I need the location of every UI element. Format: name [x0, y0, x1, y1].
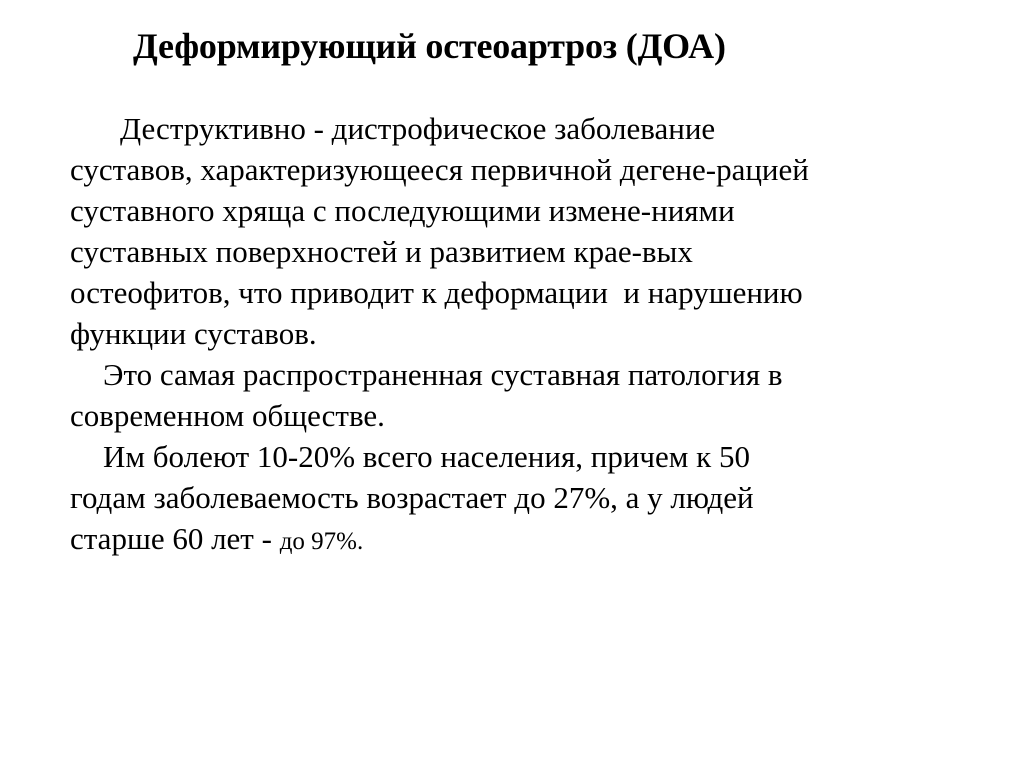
paragraph-1-line-3: суставного хряща с последующими измене-ниями — [70, 193, 735, 228]
slide-body — [70, 108, 970, 559]
paragraph-1-line-2: суставов, характеризующееся первичной дегене-рацией — [70, 152, 809, 187]
slide-title: Деформирующий остеоартроз (ДОА) — [133, 26, 726, 66]
paragraph-3-line-2: годам заболеваемость возрастает до 27%, а у людей — [70, 480, 754, 515]
paragraph-1-line-6: функции суставов. — [70, 316, 317, 351]
paragraph-3-line-3 — [70, 518, 970, 559]
paragraph-1-line-1: Деструктивно - дистрофическое заболевание — [120, 111, 716, 146]
paragraph-1-line-4: суставных поверхностей и развитием крае-вых — [70, 234, 693, 269]
paragraph-2-line-1: Это самая распространенная суставная патология в — [103, 357, 783, 392]
paragraph-2-line-2: современном обществе. — [70, 398, 385, 433]
paragraph-3-line-3-main: старше 60 лет - — [70, 521, 280, 556]
paragraph-3-line-1: Им болеют 10-20% всего населения, причем к 50 — [103, 439, 750, 474]
paragraph-1-line-5: остеофитов, что приводит к деформации и нарушению — [70, 275, 803, 310]
paragraph-3-tail: до 97%. — [279, 528, 364, 555]
